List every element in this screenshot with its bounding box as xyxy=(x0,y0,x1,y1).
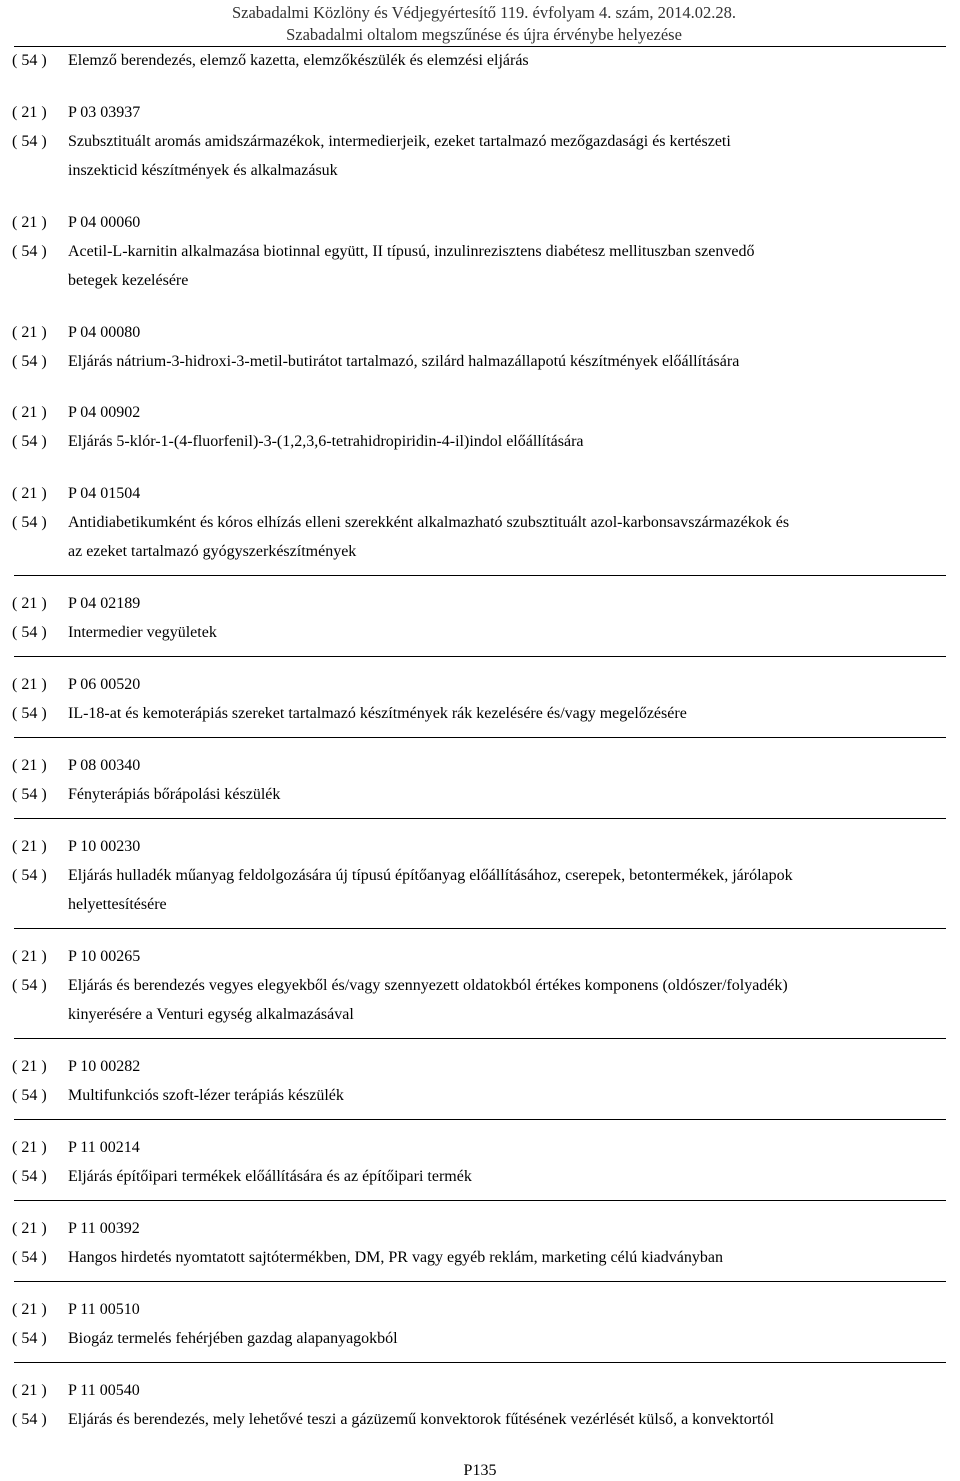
patent-title: Antidiabetikumként és kóros elhízás elleni szerekként alkalmazható szubsztituált azol-karbonsavszármazékok és xyxy=(68,514,790,531)
field-code-21: ( 21 ) xyxy=(12,1301,47,1318)
patent-title: helyettesítésére xyxy=(68,896,167,913)
field-code-21: ( 21 ) xyxy=(12,324,47,341)
divider-rule xyxy=(14,46,946,47)
field-code-21: ( 21 ) xyxy=(12,485,47,502)
journal-title: Szabadalmi Közlöny és Védjegyértesítő 119. évfolyam 4. szám, 2014.02.28. xyxy=(231,3,737,22)
field-code-54: ( 54 ) xyxy=(12,433,47,450)
patent-title: Eljárás nátrium-3-hidroxi-3-metil-butirátot tartalmazó, szilárd halmazállapotú készítmények előállítására xyxy=(68,353,740,370)
title-row xyxy=(0,132,960,152)
patent-number: P 11 00392 xyxy=(68,1220,140,1237)
title-row xyxy=(0,1167,960,1187)
number-row xyxy=(0,1057,960,1077)
patent-number: P 04 00060 xyxy=(68,214,141,231)
title-row xyxy=(0,242,960,262)
patent-number: P 04 00902 xyxy=(68,404,141,421)
page-header xyxy=(0,0,960,47)
patent-title: Elemző berendezés, elemző kazetta, elemzőkészülék és elemzési eljárás xyxy=(68,52,529,69)
title-row xyxy=(0,513,960,533)
number-row xyxy=(0,947,960,967)
patent-title: Eljárás és berendezés vegyes elegyekből és/vagy szennyezett oldatokból értékes komponens (oldószer/folyadék) xyxy=(68,977,788,994)
title-row-continued xyxy=(0,542,960,562)
patent-title: IL-18-at és kemoterápiás szereket tartalmazó készítmények rák kezelésére és/vagy megelőzésére xyxy=(68,705,687,722)
patent-title: Eljárás építőipari termékek előállítására és az építőipari termék xyxy=(68,1168,472,1185)
field-code-21: ( 21 ) xyxy=(12,104,47,121)
field-code-21: ( 21 ) xyxy=(12,1058,47,1075)
number-row xyxy=(0,1381,960,1401)
divider-rule xyxy=(14,818,946,819)
divider-rule xyxy=(14,575,946,576)
number-row xyxy=(0,756,960,776)
patent-number: P 08 00340 xyxy=(68,757,141,774)
field-code-54: ( 54 ) xyxy=(12,786,47,803)
title-row-continued xyxy=(0,271,960,291)
patent-number: P 11 00510 xyxy=(68,1301,140,1318)
title-row xyxy=(0,1248,960,1268)
number-row xyxy=(0,213,960,233)
field-code-21: ( 21 ) xyxy=(12,214,47,231)
patent-title: Hangos hirdetés nyomtatott sajtótermékben, DM, PR vagy egyéb reklám, marketing célú kiadványban xyxy=(68,1249,723,1266)
title-row xyxy=(0,1329,960,1349)
title-row xyxy=(0,352,960,372)
field-code-54: ( 54 ) xyxy=(12,52,47,69)
patent-title: Biogáz termelés fehérjében gazdag alapanyagokból xyxy=(68,1330,398,1347)
field-code-21: ( 21 ) xyxy=(12,757,47,774)
number-row xyxy=(0,1300,960,1320)
patent-number: P 06 00520 xyxy=(68,676,141,693)
divider-rule xyxy=(14,928,946,929)
field-code-54: ( 54 ) xyxy=(12,1330,47,1347)
field-code-21: ( 21 ) xyxy=(12,1139,47,1156)
field-code-21: ( 21 ) xyxy=(12,1220,47,1237)
title-row xyxy=(0,51,960,71)
patent-title: Fényterápiás bőrápolási készülék xyxy=(68,786,281,803)
title-row-continued xyxy=(0,1005,960,1025)
patent-number: P 11 00540 xyxy=(68,1382,140,1399)
title-row-continued xyxy=(0,161,960,181)
title-row xyxy=(0,623,960,643)
field-code-54: ( 54 ) xyxy=(12,514,47,531)
field-code-54: ( 54 ) xyxy=(12,1249,47,1266)
number-row xyxy=(0,484,960,504)
patent-title: Szubsztituált aromás amidszármazékok, intermedierjeik, ezeket tartalmazó mezőgazdasági és kertészeti xyxy=(68,133,731,150)
field-code-54: ( 54 ) xyxy=(12,1168,47,1185)
number-row xyxy=(0,403,960,423)
field-code-54: ( 54 ) xyxy=(12,243,47,260)
field-code-21: ( 21 ) xyxy=(12,838,47,855)
patent-number: P 04 01504 xyxy=(68,485,141,502)
title-row xyxy=(0,785,960,805)
title-row-continued xyxy=(0,895,960,915)
title-row xyxy=(0,1410,960,1430)
field-code-21: ( 21 ) xyxy=(12,676,47,693)
divider-rule xyxy=(14,1200,946,1201)
number-row xyxy=(0,837,960,857)
number-row xyxy=(0,103,960,123)
patent-number: P 11 00214 xyxy=(68,1139,140,1156)
field-code-21: ( 21 ) xyxy=(12,948,47,965)
patent-number: P 10 00282 xyxy=(68,1058,141,1075)
number-row xyxy=(0,1138,960,1158)
divider-rule xyxy=(14,1281,946,1282)
divider-rule xyxy=(14,737,946,738)
field-code-54: ( 54 ) xyxy=(12,705,47,722)
patent-number: P 04 02189 xyxy=(68,595,141,612)
patent-number: P 10 00230 xyxy=(68,838,141,855)
title-row xyxy=(0,1086,960,1106)
field-code-21: ( 21 ) xyxy=(12,595,47,612)
field-code-54: ( 54 ) xyxy=(12,867,47,884)
divider-rule xyxy=(14,1362,946,1363)
title-row xyxy=(0,866,960,886)
section-title: Szabadalmi oltalom megszűnése és újra érvénybe helyezése xyxy=(286,25,682,44)
patent-number: P 10 00265 xyxy=(68,948,141,965)
patent-title: Intermedier vegyületek xyxy=(68,624,217,641)
patent-title: betegek kezelésére xyxy=(68,272,189,289)
field-code-54: ( 54 ) xyxy=(12,133,47,150)
patent-title: Eljárás és berendezés, mely lehetővé teszi a gázüzemű konvektorok fűtésének vezérlését külső, a konvektortól xyxy=(68,1411,774,1428)
divider-rule xyxy=(14,1119,946,1120)
page-number: P135 xyxy=(463,1462,497,1479)
number-row xyxy=(0,1219,960,1239)
title-row xyxy=(0,704,960,724)
patent-number: P 04 00080 xyxy=(68,324,141,341)
title-row xyxy=(0,432,960,452)
number-row xyxy=(0,323,960,343)
patent-title: Eljárás hulladék műanyag feldolgozására új típusú építőanyag előállításához, cserepek, betontermékek, járólapok xyxy=(68,867,793,884)
field-code-54: ( 54 ) xyxy=(12,624,47,641)
patent-title: Eljárás 5-klór-1-(4-fluorfenil)-3-(1,2,3,6-tetrahidropiridin-4-il)indol előállítására xyxy=(68,433,584,450)
patent-title: az ezeket tartalmazó gyógyszerkészítmények xyxy=(68,543,357,560)
field-code-54: ( 54 ) xyxy=(12,1087,47,1104)
title-row xyxy=(0,976,960,996)
patent-number: P 03 03937 xyxy=(68,104,141,121)
divider-rule xyxy=(14,656,946,657)
patent-title: Multifunkciós szoft-lézer terápiás készülék xyxy=(68,1087,344,1104)
field-code-21: ( 21 ) xyxy=(12,1382,47,1399)
number-row xyxy=(0,594,960,614)
field-code-54: ( 54 ) xyxy=(12,353,47,370)
field-code-21: ( 21 ) xyxy=(12,404,47,421)
patent-title: kinyerésére a Venturi egység alkalmazásával xyxy=(68,1006,354,1023)
divider-rule xyxy=(14,1038,946,1039)
patent-title: inszekticid készítmények és alkalmazásuk xyxy=(68,162,338,179)
field-code-54: ( 54 ) xyxy=(12,1411,47,1428)
patent-title: Acetil-L-karnitin alkalmazása biotinnal együtt, II típusú, inzulinrezisztens diabétesz mellituszban szenvedő xyxy=(68,243,755,260)
field-code-54: ( 54 ) xyxy=(12,977,47,994)
number-row xyxy=(0,675,960,695)
